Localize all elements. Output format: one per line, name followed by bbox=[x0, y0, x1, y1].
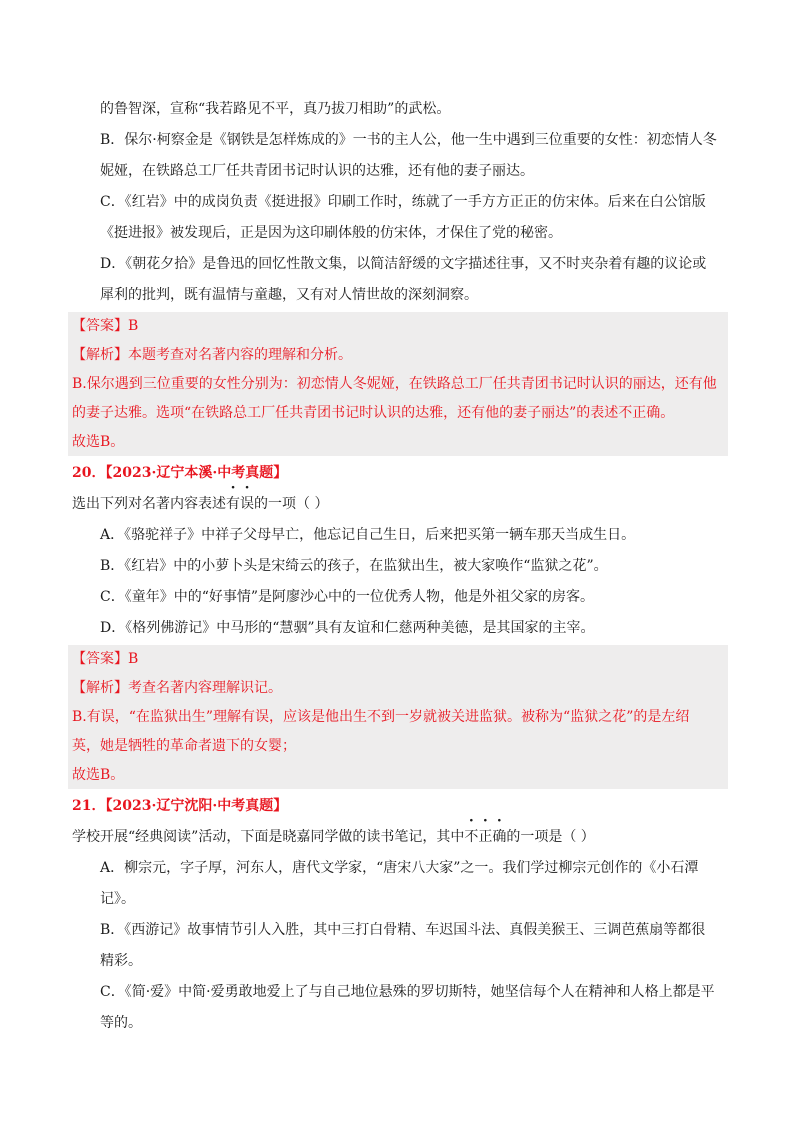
q19-option-d-line2: 犀利的批判，既有温情与童趣，又有对人情世故的深刻洞察。 bbox=[100, 287, 478, 303]
q19-analysis: 【解析】本题考查对名著内容的理解和分析。 bbox=[72, 347, 352, 363]
q21-option-b-line2: 精彩。 bbox=[100, 953, 142, 969]
q20-analysis-line1: B.有误，“在监狱出生”理解有误，应该是他出生不到一岁就被关进监狱。被称为“监狱之花”的是左绍 bbox=[72, 709, 690, 725]
q21-emphasis-char: 正 bbox=[478, 829, 493, 845]
q21-option-c-line1: C．《简·爱》中简·爱勇敢地爱上了与自己地位悬殊的罗切斯特，她坚信每个人在精神和人格上都是平 bbox=[100, 984, 715, 1000]
q20-option-a: A．《骆驼祥子》中祥子父母早亡，他忘记自己生日，后来把买第一辆车那天当成生日。 bbox=[100, 527, 636, 543]
q21-stem-text: 学校开展“经典阅读”活动，下面是晓嘉同学做的读书笔记，其中 bbox=[72, 829, 465, 845]
q20-option-c: C．《童年》中的“好事情”是阿廖沙心中的一位优秀人物，他是外祖父家的房客。 bbox=[100, 589, 595, 605]
q21-option-a-line2: 记》。 bbox=[100, 891, 135, 907]
q20-header: 20．【2023·辽宁本溪·中考真题】 bbox=[72, 465, 288, 481]
q20-option-b: B．《红岩》中的小萝卜头是宋绮云的孩子，在监狱出生，被大家唤作“监狱之花”。 bbox=[100, 558, 608, 574]
q20-stem-text: 选出下列对名著内容表述 bbox=[72, 496, 226, 512]
q21-option-b-line1: B．《西游记》故事情节引人入胜，其中三打白骨精、车迟国斗法、真假美猴王、三调芭蕉扇等都很 bbox=[100, 922, 706, 938]
q21-emphasis-char: 确 bbox=[492, 829, 507, 845]
q19-analysis-line3: 故选B。 bbox=[72, 434, 125, 450]
q21-header: 21．【2023·辽宁沈阳·中考真题】 bbox=[72, 798, 288, 814]
q20-answer: 【答案】B bbox=[72, 651, 139, 667]
q19-option-b-line2: 妮娅，在铁路总工厂任共青团书记时认识的达雅，还有他的妻子丽达。 bbox=[100, 163, 534, 179]
q21-option-c-line2: 等的。 bbox=[100, 1015, 142, 1031]
q19-analysis-line2: 的妻子达雅。选项“在铁路总工厂任共青团书记时认识的达雅，还有他的妻子丽达”的表述不正确。 bbox=[72, 405, 675, 421]
q19-option-c-line2: 《挺进报》被发现后，正是因为这印刷体般的仿宋体，才保住了党的秘密。 bbox=[100, 225, 562, 241]
q20-analysis-line2: 英，她是牺牲的革命者遗下的女婴； bbox=[72, 738, 296, 754]
q21-option-a-line1: A．柳宗元，字子厚，河东人，唐代文学家，“唐宋八大家”之一。我们学过柳宗元创作的《小石潭 bbox=[100, 860, 699, 876]
q20-analysis: 【解析】考查名著内容理解识记。 bbox=[72, 680, 282, 696]
q20-emphasis-char: 误 bbox=[240, 496, 254, 512]
q21-stem-text: 的一项是（ ） bbox=[506, 829, 595, 845]
q20-stem bbox=[72, 494, 328, 514]
q19-option-d-line1: D．《朝花夕拾》是鲁迅的回忆性散文集，以简洁舒缓的文字描述往事，又不时夹杂着有趣的议论或 bbox=[100, 256, 707, 272]
q20-option-d: D．《格列佛游记》中马形的“慧骃”具有友谊和仁慈两种美德，是其国家的主宰。 bbox=[100, 620, 595, 636]
q19-answer: 【答案】B bbox=[72, 318, 139, 334]
q19-option-b-line1: B．保尔·柯察金是《钢铁是怎样炼成的》一书的主人公，他一生中遇到三位重要的女性：初恋情人冬 bbox=[100, 132, 717, 148]
q21-emphasis-char: 不 bbox=[464, 829, 479, 845]
q19-option-a-continuation: 的鲁智深，宣称“我若路见不平，真乃拔刀相助”的武松。 bbox=[100, 101, 451, 117]
q21-stem bbox=[72, 827, 595, 847]
q20-emphasis-char: 有 bbox=[226, 496, 240, 512]
q19-option-c-line1: C．《红岩》中的成岗负责《挺进报》印刷工作时，练就了一手方方正正的仿宋体。后来在白公馆版 bbox=[100, 194, 706, 210]
q20-analysis-line3: 故选B。 bbox=[72, 767, 125, 783]
q20-stem-text: 的一项（ ） bbox=[254, 496, 329, 512]
q19-analysis-line1: B.保尔遇到三位重要的女性分别为：初恋情人冬妮娅，在铁路总工厂任共青团书记时认识的丽达，还有他 bbox=[72, 376, 717, 392]
